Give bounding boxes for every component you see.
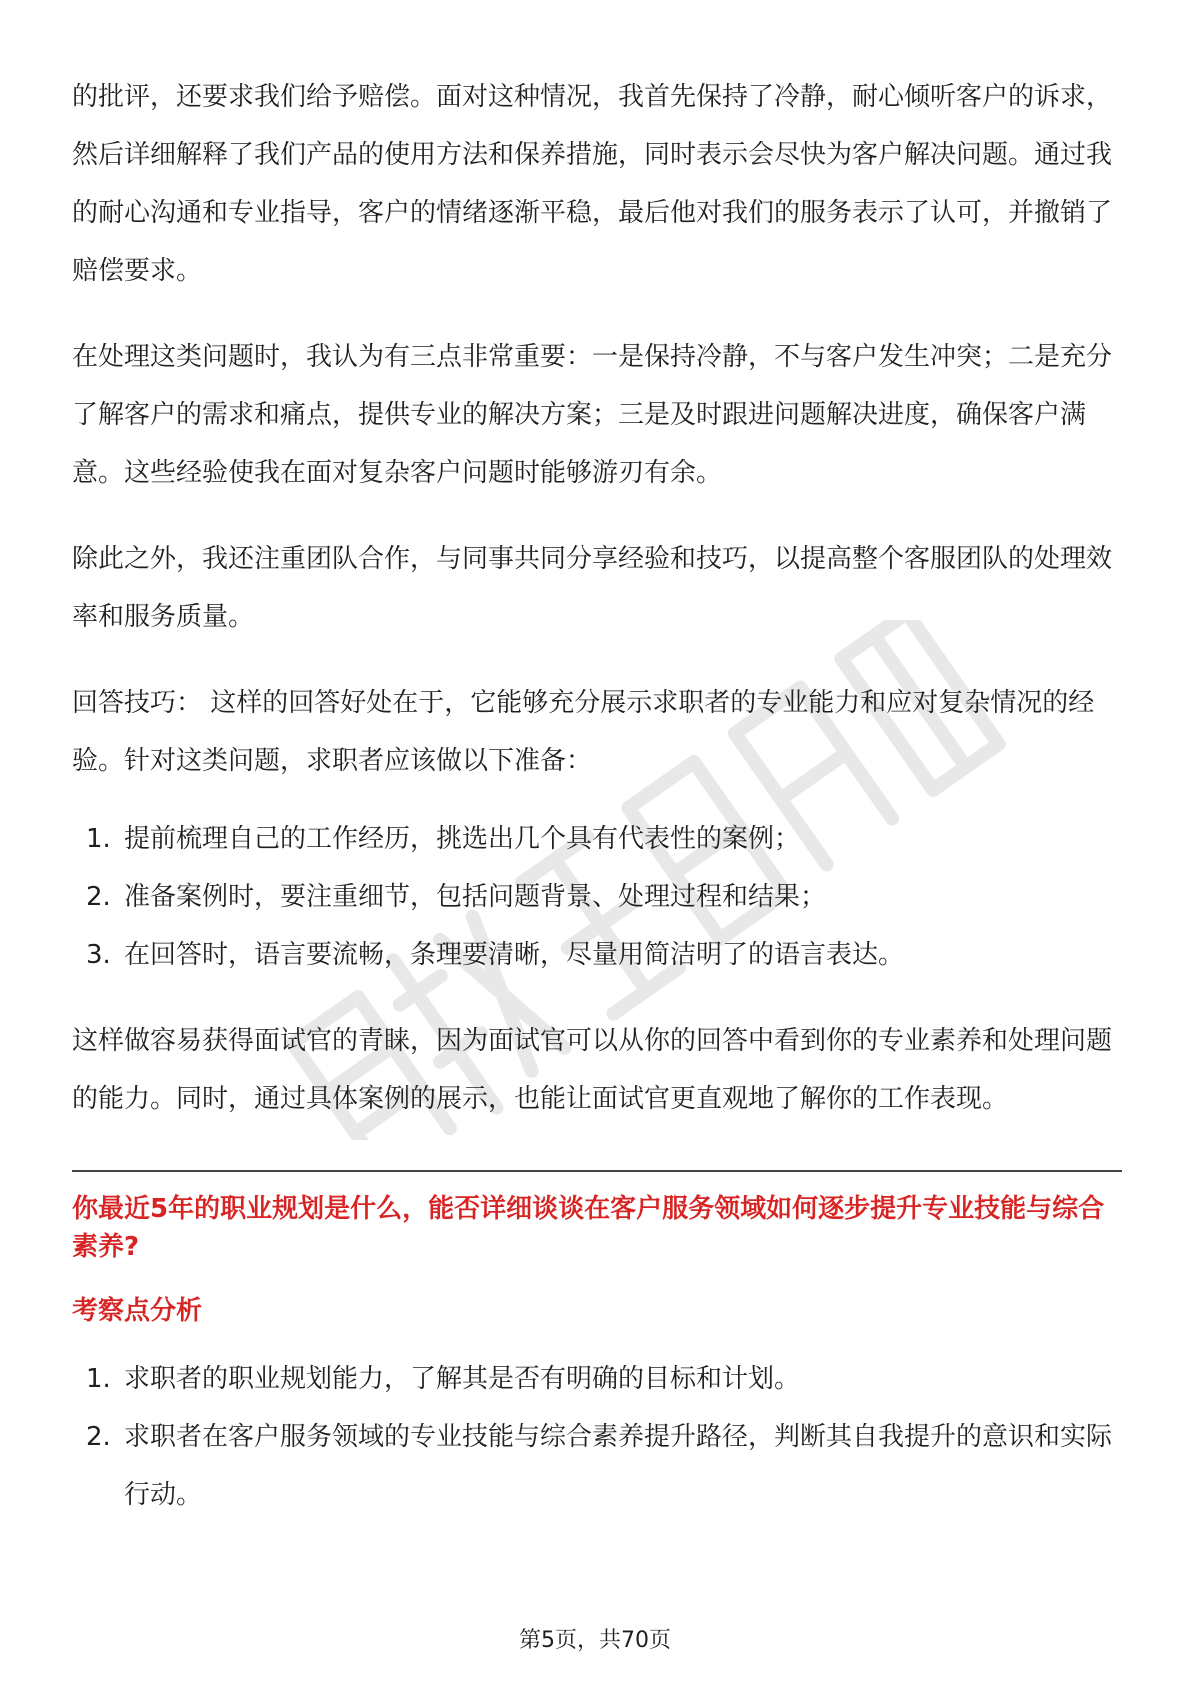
analysis-list (72, 1350, 1122, 1524)
question-heading: 你最近5年的职业规划是什么，能否详细谈谈在客户服务领域如何逐步提升专业技能与综合素养? (72, 1194, 1105, 1262)
document-body (72, 68, 1122, 1524)
list-item-number: 3. (86, 940, 111, 970)
list-item-text: 求职者的职业规划能力，了解其是否有明确的目标和计划。 (124, 1364, 801, 1394)
list-item (72, 926, 1122, 984)
list-item-text: 在回答时，语言要流畅，条理要清晰，尽量用简洁明了的语言表达。 (124, 940, 905, 970)
list-item-number: 2. (86, 1422, 111, 1452)
list-item-number: 2. (86, 882, 111, 912)
tips-list (72, 810, 1122, 984)
list-item (72, 1350, 1122, 1408)
list-item-text: 求职者在客户服务领域的专业技能与综合素养提升路径，判断其自我提升的意识和实际行动。 (124, 1422, 1113, 1510)
paragraph-5: 这样做容易获得面试官的青睐，因为面试官可以从你的回答中看到你的专业素养和处理问题的能力。同时，通过具体案例的展示，也能让面试官更直观地了解你的工作表现。 (72, 1026, 1113, 1114)
paragraph-2: 在处理这类问题时，我认为有三点非常重要：一是保持冷静，不与客户发生冲突；二是充分了解客户的需求和痛点，提供专业的解决方案；三是及时跟进问题解决进度，确保客户满意。这些经验使我在面对复杂客户问题时能够游刃有余。 (72, 342, 1113, 488)
list-item-number: 1. (86, 1364, 111, 1394)
page-footer: 第5页，共70页 (519, 1628, 671, 1653)
list-item (72, 1408, 1122, 1524)
section-divider (72, 1170, 1122, 1172)
list-item-text: 提前梳理自己的工作经历，挑选出几个具有代表性的案例； (124, 824, 801, 854)
list-item-text: 准备案例时，要注重细节，包括问题背景、处理过程和结果； (124, 882, 827, 912)
paragraph-3: 除此之外，我还注重团队合作，与同事共同分享经验和技巧，以提高整个客服团队的处理效率和服务质量。 (72, 544, 1113, 632)
paragraph-1: 的批评，还要求我们给予赔偿。面对这种情况，我首先保持了冷静，耐心倾听客户的诉求，然后详细解释了我们产品的使用方法和保养措施，同时表示会尽快为客户解决问题。通过我的耐心沟通和专业指导，客户的情绪逐渐平稳，最后他对我们的服务表示了认可，并撤销了赔偿要求。 (72, 82, 1113, 286)
list-item (72, 810, 1122, 868)
analysis-heading: 考察点分析 (72, 1296, 203, 1326)
list-item (72, 868, 1122, 926)
list-item-number: 1. (86, 824, 111, 854)
paragraph-answer-tips: 回答技巧： 这样的回答好处在于，它能够充分展示求职者的专业能力和应对复杂情况的经验。针对这类问题，求职者应该做以下准备： (72, 688, 1095, 776)
